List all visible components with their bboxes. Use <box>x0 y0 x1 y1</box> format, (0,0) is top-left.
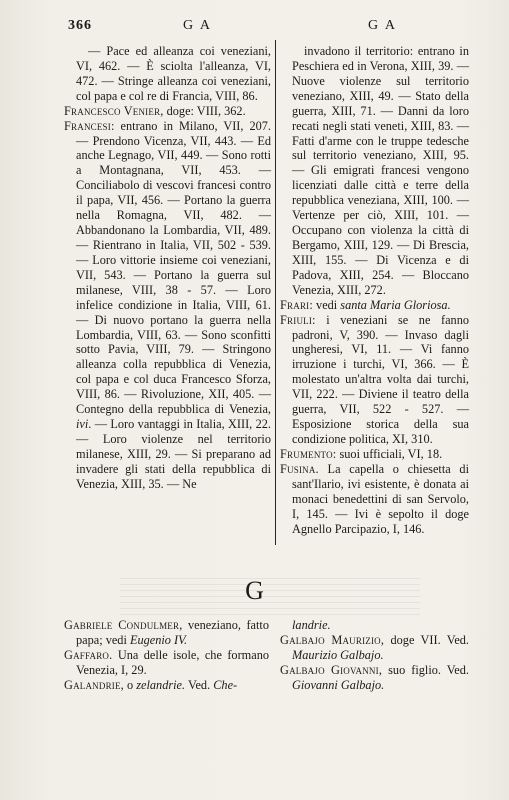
section-letter-heading: G <box>245 576 264 605</box>
index-entry-francesco-venier <box>64 104 271 119</box>
entry-text: . — Loro vantaggi in Italia, XIII, 22. — Loro violenze nel territorio milanese, XIII, 29. — Si preparano ad invadere gli stati della repubblica di Venezia, XIII, 35. — Ne <box>76 417 271 491</box>
entry-italic-ref: zelandrie. <box>136 677 186 692</box>
index-entry-fusina <box>280 462 469 537</box>
entry-text: vedi <box>312 297 341 312</box>
index-entry-galbajo-maurizio <box>280 633 469 663</box>
entry-text: suo figlio. Ved. <box>382 662 469 677</box>
entry-text: La capella o chiesetta di sant'Ilario, ivi esistente, è donata ai monaci benedettini di san Servolo, I, 145. — Ivi è sepolto il doge Agnello Parcipazio, I, 146. <box>292 461 469 536</box>
index-entry-frumento <box>280 447 469 462</box>
index-column-left <box>64 44 271 492</box>
index-entry-galbajo-giovanni <box>280 663 469 693</box>
entry-text: Una delle isole, che formano Venezia, I, 29. <box>76 647 269 677</box>
index-entry-gabriele-condulmer <box>64 618 269 648</box>
index-column-right-lower <box>280 618 469 693</box>
entry-italic-ref: Che- <box>213 677 238 692</box>
entry-headword: Fusina. <box>280 461 319 476</box>
entry-text: doge: VIII, 362. <box>163 103 246 118</box>
index-entry-gaffaro <box>64 648 269 678</box>
entry-headword: Gabriele Condulmer, <box>64 618 183 632</box>
entry-headword: Francesi: <box>64 118 115 133</box>
entry-continuation: landrie. <box>292 618 331 632</box>
entry-headword: Galbajo Maurizio, <box>280 632 385 647</box>
entry-text: o <box>123 677 137 692</box>
entry-text: doge VII. Ved. <box>384 632 469 647</box>
index-entry-galandrie <box>64 678 269 693</box>
entry-text: suoi ufficiali, VI, 18. <box>336 446 443 461</box>
entry-continuation: invadono il territorio: entrano in Peschiera ed in Verona, XIII, 39. — Nuove violenze sul territorio veneziano, XIII, 49. — Stato della guerra, XIII, 71. — Danni da loro recati negli stati veneti, XIII, 83. — Fatti d'arme con le truppe tedesche sul territorio veneziano, XIII, 95. — Gli emigrati francesi vengono licenziati dalle città e terre della repubblica veneziana, XIII, 100. — Vertenze per ciò, XIII, 101. — Occupano con violenza la città di Bergamo, XIII, 129. — Di Brescia, XIII, 155. — Di Vicenza e di Padova, XIII, 254. — Bloccano Venezia, XIII, 272. <box>292 44 469 297</box>
entry-headword: Frari: <box>280 297 313 312</box>
entry-italic-ref: santa Maria Gloriosa. <box>340 297 451 312</box>
index-column-right <box>280 44 469 536</box>
page-number: 366 <box>68 18 92 33</box>
column-divider <box>275 40 276 545</box>
entry-headword: Frumento: <box>280 446 337 461</box>
entry-italic-ref: Giovanni Galbajo. <box>292 677 385 692</box>
index-column-left-lower <box>64 618 269 693</box>
entry-text: Ved. <box>185 677 214 692</box>
index-entry-friuli <box>280 313 469 447</box>
running-head-right: G A <box>368 18 397 33</box>
entry-italic-ref: Maurizio Galbajo. <box>292 647 384 662</box>
entry-text: entrano in Milano, VII, 207. — Prendono Vicenza, VII, 443. — Ed anche Legnago, VII, 449. — Sono rotti a Montagnana, VII, 453. — Conciliabolo di vescovi francesi contro il papa, VII, 456. — Portano la guerra nella Romagna, VII, 482. — Abbandonano la Lombardia, VII, 489. — Rientrano in Italia, VII, 502 - 539. — Loro vittorie insieme coi veneziani, VII, 543. — Portano la guerra sul milanese, VIII, 38 - 57. — Loro infelice condizione in Italia, VIII, 61. — Di nuovo portano la guerra nella Lombardia, VIII, 63. — Sono sconfitti sotto Pavia, VIII, 79. — Stringono alleanza colla repubblica di Venezia, col papa e col duca Francesco Sforza, VIII, 86. — Rivoluzione, XII, 405. — Contegno della repubblica di Venezia, <box>76 118 271 417</box>
entry-headword: Francesco Venier, <box>64 103 164 118</box>
index-entry-frari <box>280 298 469 313</box>
entry-text: i veneziani se ne fanno padroni, V, 390. — Invaso dagli ungheresi, VI, 11. — Vi fanno irruzione i turchi, VI, 366. — È molestato un'altra volta dai turchi, VII, 222. — Diviene il teatro della guerra, VII, 522 - 527. — Esposizione storica della sua condizione politica, XI, 310. <box>292 312 469 446</box>
page-header <box>0 18 509 38</box>
entry-italic-ref: ivi <box>76 417 89 432</box>
entry-headword: Gaffaro. <box>64 647 113 662</box>
running-head-left: G A <box>183 18 212 33</box>
entry-continuation: — Pace ed alleanza coi veneziani, VI, 462. — È sciolta l'alleanza, VI, 472. — Stringe alleanza coi veneziani, col papa e col re di Francia, VIII, 86. <box>76 44 271 103</box>
entry-headword: Friuli: <box>280 312 316 327</box>
entry-italic-ref: Eugenio IV. <box>129 632 188 647</box>
index-entry-francesi <box>64 119 271 492</box>
entry-headword: Galandrie, <box>64 677 124 692</box>
entry-headword: Galbajo Giovanni, <box>280 662 383 677</box>
entry-text: veneziano, fatto papa; vedi <box>76 618 269 647</box>
